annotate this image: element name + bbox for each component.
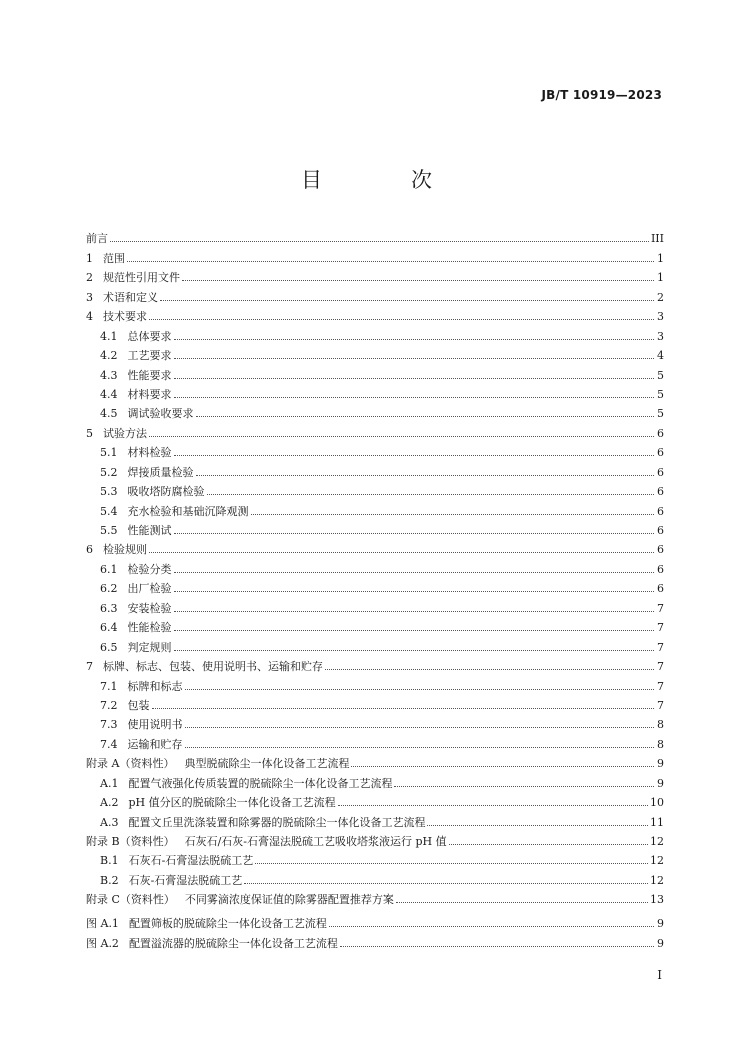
toc-entry-title: 安装检验	[127, 601, 172, 615]
dot-leader	[149, 551, 654, 553]
toc-entry-page: 12	[650, 873, 664, 887]
toc-entry[interactable]	[86, 401, 664, 420]
toc-entry-number: 7.1	[100, 679, 118, 693]
toc-entry-page: 2	[657, 290, 664, 304]
toc-entry-number: 4.1	[100, 329, 118, 343]
toc-entry-title: 判定规则	[127, 640, 172, 654]
dot-leader	[174, 610, 655, 612]
dot-leader	[255, 862, 648, 864]
toc-entry-title: 典型脱硫除尘一体化设备工艺流程	[184, 757, 350, 771]
toc-entry-number: A.1	[100, 776, 119, 790]
dot-leader	[174, 629, 655, 631]
figure-entry[interactable]	[86, 911, 664, 930]
toc-entry-title: 术语和定义	[103, 290, 158, 304]
toc-entry-title: 充水检验和基础沉降观测	[127, 504, 249, 518]
toc-entry-number: 1	[86, 251, 93, 265]
toc-entry-title: 石灰-石膏湿法脱硫工艺	[128, 873, 243, 887]
figure-entry-title: 配置筛板的脱硫除尘一体化设备工艺流程	[128, 917, 327, 931]
dot-leader	[196, 415, 655, 417]
toc-entry-number: A.3	[100, 815, 119, 829]
toc-entry-page: 11	[650, 815, 664, 829]
toc-entry-title: 包装	[127, 698, 150, 712]
toc-entry-number: 附录 C（资料性）	[86, 893, 175, 907]
toc-entry[interactable]	[86, 479, 664, 498]
toc-entry[interactable]	[86, 829, 664, 848]
dot-leader	[394, 785, 654, 787]
toc-entry-page: 12	[650, 854, 664, 868]
toc-entry[interactable]	[86, 459, 664, 478]
toc-entry-number: 4.2	[100, 349, 118, 363]
toc-entry-number: 附录 A（资料性）	[86, 757, 175, 771]
dot-leader	[174, 396, 655, 398]
toc-entry-number: B.2	[100, 873, 119, 887]
toc-entry[interactable]	[86, 440, 664, 459]
toc-entry-page: 7	[657, 640, 664, 654]
toc-entry-title: 材料检验	[127, 446, 172, 460]
toc-entry[interactable]	[86, 595, 664, 614]
dot-leader	[185, 726, 655, 728]
dot-leader	[449, 843, 648, 845]
toc-entry[interactable]	[86, 382, 664, 401]
toc-entry-number: 6.1	[100, 562, 118, 576]
toc-entry-title: 石灰石-石膏湿法脱硫工艺	[128, 854, 254, 868]
toc-entry-title: 吸收塔防腐检验	[127, 485, 205, 499]
toc-entry[interactable]	[86, 751, 664, 770]
dot-leader	[174, 532, 655, 534]
figure-entry-number: 图 A.1	[86, 917, 119, 931]
toc-entry-number: 4.5	[100, 407, 118, 421]
toc-entry-number: 6.4	[100, 621, 118, 635]
table-of-contents	[86, 226, 664, 906]
dot-leader	[174, 454, 655, 456]
toc-entry-title: 运输和贮存	[127, 737, 183, 751]
toc-entry-page: 7	[657, 660, 664, 674]
toc-entry[interactable]	[86, 867, 664, 886]
toc-entry-title: 不同雾滴浓度保证值的除雾器配置推荐方案	[184, 893, 394, 907]
toc-entry[interactable]	[86, 362, 664, 381]
toc-entry-number: A.2	[100, 796, 119, 810]
toc-entry-page: 7	[657, 621, 664, 635]
toc-entry-page: III	[650, 232, 664, 246]
toc-entry-number: 5.2	[100, 465, 118, 479]
toc-entry-title: pH 值分区的脱硫除尘一体化设备工艺流程	[128, 796, 336, 810]
toc-entry-title: 石灰石/石灰-石膏湿法脱硫工艺吸收塔浆液运行 pH 值	[184, 835, 447, 848]
dot-leader	[182, 279, 654, 281]
toc-entry-number: 5.1	[100, 446, 118, 460]
toc-entry[interactable]	[86, 226, 664, 245]
figure-entry-page: 9	[657, 917, 664, 931]
toc-entry[interactable]	[86, 304, 664, 323]
toc-entry-page: 6	[657, 446, 664, 460]
toc-entry-title: 性能检验	[127, 621, 172, 635]
toc-entry-number: 6.3	[100, 601, 118, 615]
toc-entry[interactable]	[86, 654, 664, 673]
toc-entry-page: 6	[657, 562, 664, 576]
toc-entry-title: 调试验收要求	[127, 407, 194, 421]
dot-leader	[338, 804, 648, 806]
toc-entry-title: 规范性引用文件	[103, 271, 180, 285]
dot-leader	[185, 688, 655, 690]
dot-leader	[149, 318, 654, 320]
toc-entry-page: 6	[657, 582, 664, 596]
toc-entry[interactable]	[86, 712, 664, 731]
toc-entry-number: B.1	[100, 854, 119, 868]
toc-entry-number: 前言	[86, 232, 108, 246]
toc-entry[interactable]	[86, 323, 664, 342]
toc-entry-number: 5.3	[100, 485, 118, 499]
toc-entry-number: 4	[86, 310, 93, 324]
toc-entry-number: 6.5	[100, 640, 118, 654]
toc-entry-page: 6	[657, 485, 664, 499]
dot-leader	[160, 299, 654, 301]
toc-entry-page: 8	[657, 737, 664, 751]
figure-entry-number: 图 A.2	[86, 936, 119, 950]
toc-entry-title: 检验规则	[103, 543, 147, 557]
toc-entry-number: 6.2	[100, 582, 118, 596]
dot-leader	[207, 493, 655, 495]
dot-leader	[196, 474, 655, 476]
toc-entry-title: 试验方法	[103, 426, 147, 440]
toc-entry[interactable]	[86, 265, 664, 284]
toc-entry-page: 6	[657, 543, 664, 557]
toc-entry-title: 技术要求	[103, 310, 147, 324]
toc-entry-title: 性能要求	[127, 368, 172, 382]
toc-entry-title: 标牌和标志	[127, 679, 183, 693]
page-number: I	[657, 968, 662, 982]
dot-leader	[152, 707, 655, 709]
toc-entry-number: 5.5	[100, 524, 118, 537]
toc-entry-number: 4.3	[100, 368, 118, 382]
toc-entry-number: 4.4	[100, 387, 118, 401]
toc-entry[interactable]	[86, 556, 664, 575]
toc-entry-title: 工艺要求	[127, 349, 172, 363]
toc-entry[interactable]	[86, 284, 664, 303]
toc-entry-page: 1	[657, 271, 664, 285]
toc-entry[interactable]	[86, 634, 664, 653]
toc-entry[interactable]	[86, 420, 664, 439]
dot-leader	[396, 901, 648, 903]
toc-entry[interactable]	[86, 790, 664, 809]
toc-entry-number: 7.2	[100, 698, 118, 712]
dot-leader	[427, 824, 648, 826]
toc-entry[interactable]	[86, 498, 664, 517]
toc-entry-page: 7	[657, 679, 664, 693]
toc-entry[interactable]	[86, 615, 664, 634]
dot-leader	[325, 668, 654, 670]
toc-entry[interactable]	[86, 848, 664, 867]
toc-entry-page: 6	[657, 426, 664, 440]
toc-entry-number: 2	[86, 271, 93, 285]
toc-entry-number: 3	[86, 290, 93, 304]
toc-entry[interactable]	[86, 673, 664, 692]
toc-entry-page: 10	[650, 796, 664, 810]
toc-entry-page: 3	[657, 310, 664, 324]
toc-entry[interactable]	[86, 887, 664, 906]
dot-leader	[340, 945, 654, 947]
dot-leader	[127, 260, 654, 262]
toc-entry[interactable]	[86, 537, 664, 556]
toc-entry-title: 性能测试	[127, 524, 172, 537]
toc-entry[interactable]	[86, 518, 664, 537]
figure-entry-title: 配置溢流器的脱硫除尘一体化设备工艺流程	[128, 936, 338, 950]
toc-entry[interactable]	[86, 731, 664, 750]
toc-entry-title: 范围	[103, 251, 125, 265]
figure-entry-page: 9	[657, 936, 664, 950]
toc-entry-page: 7	[657, 601, 664, 615]
dot-leader	[174, 590, 655, 592]
toc-entry-number: 7.3	[100, 718, 118, 732]
toc-entry-page: 5	[657, 368, 664, 382]
figure-entry[interactable]	[86, 930, 664, 949]
dot-leader	[174, 357, 655, 359]
toc-entry-title: 使用说明书	[127, 718, 183, 732]
toc-entry-title: 配置文丘里洗涤装置和除雾器的脱硫除尘一体化设备工艺流程	[128, 815, 426, 829]
dot-leader	[149, 435, 654, 437]
toc-entry-title: 总体要求	[127, 329, 172, 343]
toc-entry-page: 6	[657, 465, 664, 479]
toc-entry-page: 6	[657, 504, 664, 518]
toc-entry-number: 7.4	[100, 737, 118, 751]
toc-entry-title: 检验分类	[127, 562, 172, 576]
toc-entry[interactable]	[86, 576, 664, 595]
toc-entry[interactable]	[86, 809, 664, 828]
toc-entry-page: 3	[657, 329, 664, 343]
toc-entry-title: 标牌、标志、包装、使用说明书、运输和贮存	[103, 660, 323, 674]
toc-entry-title: 焊接质量检验	[127, 465, 194, 479]
dot-leader	[244, 882, 648, 884]
dot-leader	[174, 377, 655, 379]
dot-leader	[174, 571, 655, 573]
toc-entry-page: 4	[657, 349, 664, 363]
toc-entry-number: 7	[86, 660, 93, 674]
dot-leader	[174, 649, 655, 651]
dot-leader	[185, 746, 655, 748]
list-of-figures	[86, 911, 664, 950]
toc-entry-page: 13	[650, 893, 664, 907]
toc-entry[interactable]	[86, 770, 664, 789]
document-code: JB/T 10919—2023	[541, 88, 662, 102]
toc-entry-page: 8	[657, 718, 664, 732]
toc-entry-page: 9	[657, 776, 664, 790]
toc-entry-page: 6	[657, 524, 664, 537]
toc-entry-page: 1	[657, 251, 664, 265]
toc-entry-page: 12	[650, 835, 664, 848]
toc-entry-number: 5.4	[100, 504, 118, 518]
toc-entry-title: 出厂检验	[127, 582, 172, 596]
page-title: 目 次	[301, 168, 466, 192]
toc-entry-page: 5	[657, 387, 664, 401]
toc-entry[interactable]	[86, 245, 664, 264]
toc-entry-title: 材料要求	[127, 387, 172, 401]
dot-leader	[351, 765, 654, 767]
dot-leader	[110, 240, 649, 242]
toc-entry-title: 配置气液强化传质装置的脱硫除尘一体化设备工艺流程	[128, 776, 393, 790]
toc-entry-number: 6	[86, 543, 93, 557]
toc-entry-page: 9	[657, 757, 664, 771]
toc-entry-number: 附录 B（资料性）	[86, 835, 175, 848]
dot-leader	[174, 338, 655, 340]
toc-entry[interactable]	[86, 693, 664, 712]
dot-leader	[329, 925, 654, 927]
toc-entry[interactable]	[86, 343, 664, 362]
dot-leader	[251, 513, 655, 515]
toc-entry-number: 5	[86, 426, 93, 440]
toc-entry-page: 5	[657, 407, 664, 421]
toc-entry-page: 7	[657, 698, 664, 712]
